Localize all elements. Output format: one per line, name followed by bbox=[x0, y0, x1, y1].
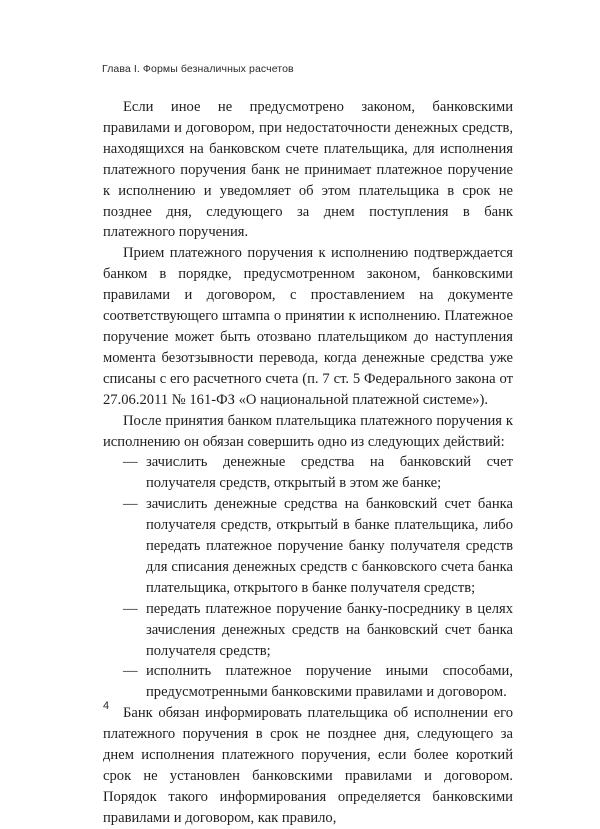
body-text bbox=[103, 97, 513, 829]
list-item-text: зачислить денежные средства на банковский счет банка получателя средств, открытый в банке плательщика, либо передать платежное поручение банку получателя средств для списания денежных средств с банковского счета банка плательщика, открытого в банке получателя средств; bbox=[146, 496, 513, 596]
list-item bbox=[103, 452, 513, 494]
running-head: Глава I. Формы безналичных расчетов bbox=[102, 63, 294, 75]
list-item bbox=[103, 661, 513, 703]
list-item-text: передать платежное поручение банку-посреднику в целях зачисления денежных средств на банковский счет банка получателя средств; bbox=[146, 600, 513, 659]
list-item-text: зачислить денежные средства на банковский счет получателя средств, открытый в этом же банке; bbox=[146, 454, 513, 492]
bank-actions-list bbox=[103, 452, 513, 703]
dash-bullet: — bbox=[123, 600, 138, 617]
paragraph-insufficient-funds: Если иное не предусмотрено законом, банковскими правилами и договором, при недостаточности денежных средств, находящихся на банковском счете плательщика, для исполнения платежного поручения банк не принимает платежное поручение к исполнению и уведомляет об этом плательщика в срок не позднее дня, следующего за днем поступления в банк платежного поручения. bbox=[103, 99, 513, 241]
dash-bullet: — bbox=[123, 496, 138, 513]
paragraph-acceptance: Прием платежного поручения к исполнению подтверждается банком в порядке, предусмотренном законом, банковскими правилами и договором, с проставлением на документе соответствующего штампа о принятии к исполнению. Платежное поручение может быть отозвано плательщиком до наступления момента безотзывности перевода, когда денежные средства уже списаны с его расчетного счета (п. 7 ст. 5 Федерального закона от 27.06.2011 № 161-ФЗ «О национальной платежной системе»). bbox=[103, 245, 513, 408]
dash-bullet: — bbox=[123, 663, 138, 680]
paragraph-bank-obligations: После принятия банком плательщика платежного поручения к исполнению он обязан совершить одно из следующих действий: bbox=[103, 412, 513, 450]
list-item bbox=[103, 494, 513, 599]
list-item-text: исполнить платежное поручение иными способами, предусмотренными банковскими правилами и договором. bbox=[146, 663, 513, 701]
list-item bbox=[103, 599, 513, 662]
dash-bullet: — bbox=[123, 454, 138, 471]
paragraph-notification: Банк обязан информировать плательщика об исполнении его платежного поручения в срок не позднее дня, следующего за днем исполнения платежного поручения, если более короткий срок не установлен банковскими правилами и договором. Порядок такого информирования определяется банковскими правилами и договором, как правило, bbox=[103, 705, 513, 826]
page-number: 4 bbox=[103, 700, 110, 712]
